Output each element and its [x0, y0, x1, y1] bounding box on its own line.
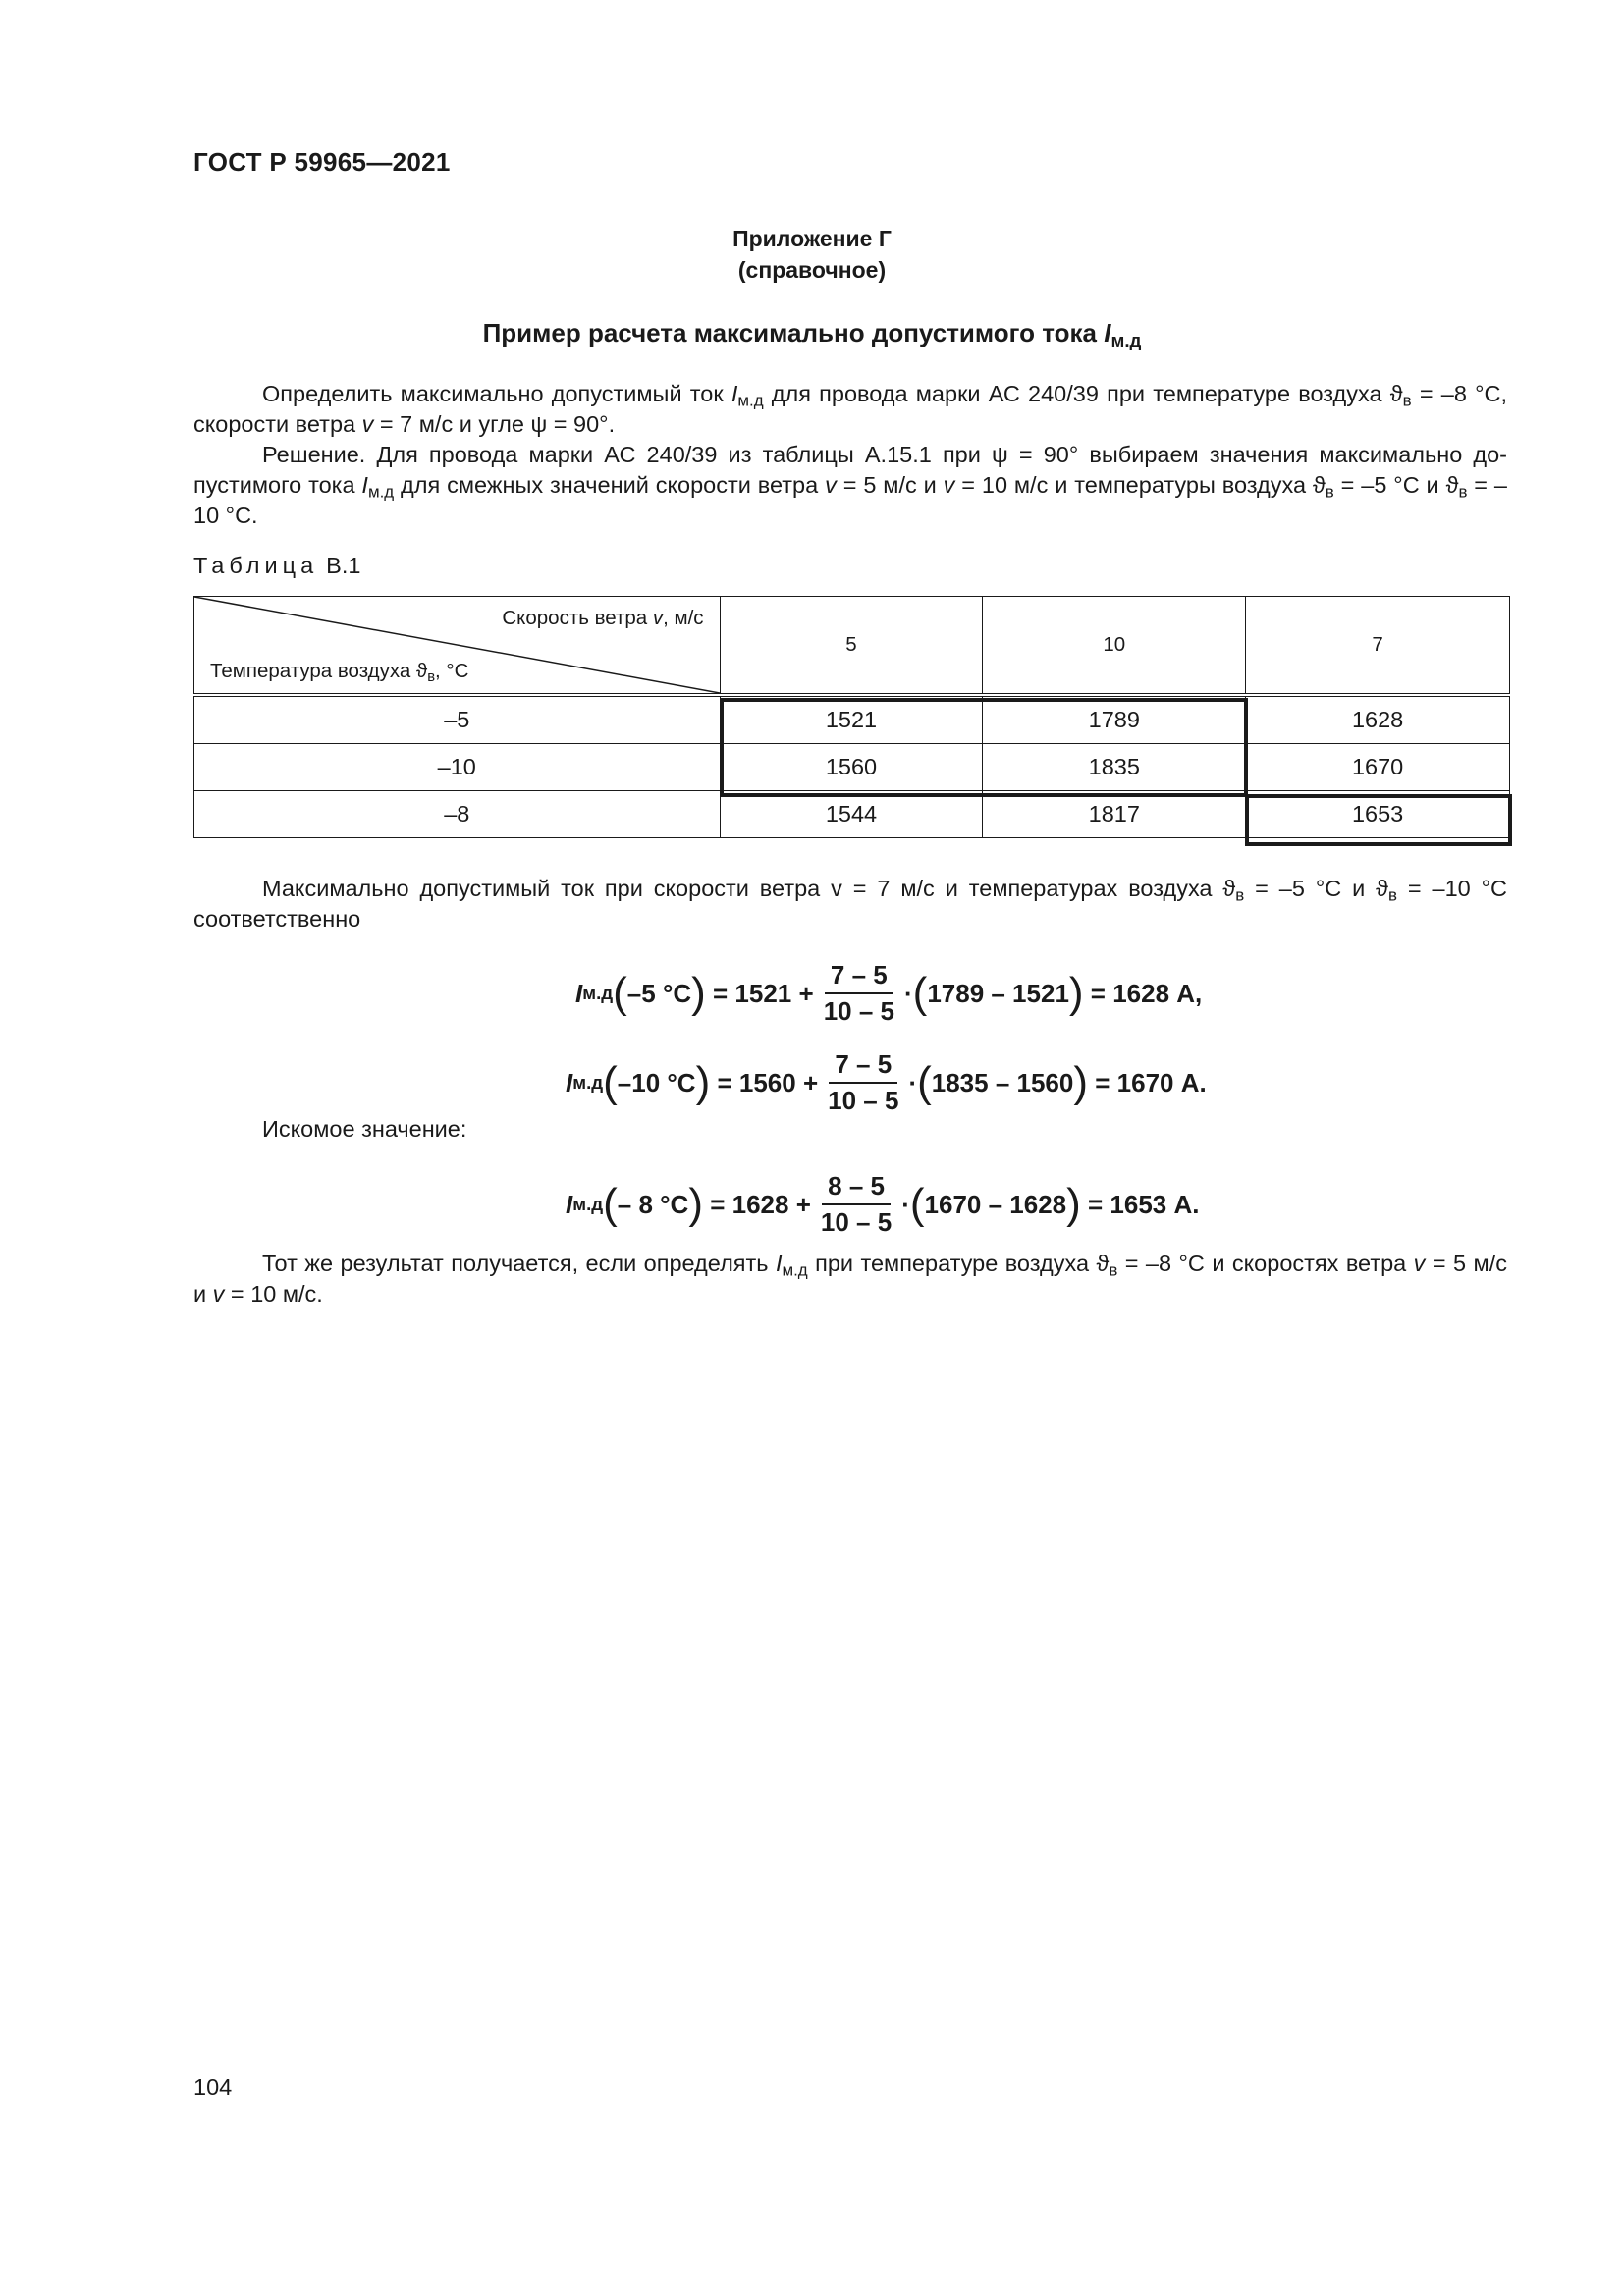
- table-cell: 1835: [983, 744, 1246, 791]
- table-cell: 1560: [720, 744, 983, 791]
- table-cell: 1653: [1246, 791, 1510, 838]
- table-header-row: [194, 597, 1510, 696]
- table-row: [194, 695, 1510, 744]
- formula-3: I м.д ( – 8 °С ) = 1628 + $\frac{8 - 5}{10 - 5}$ · ( 1670 – 1628 ) = 1653 А.: [566, 1171, 1200, 1237]
- wind-speed-label: Скорость ветра v, м/с: [502, 607, 704, 629]
- table-cell: 1789: [983, 695, 1246, 744]
- after-table-paragraph: Максимально допустимый ток при скорости ветра v = 7 м/с и температурах воздуха $ϑ_в = -5$ °С и $ϑ_в = -10$ °С соответственно: [193, 876, 1507, 932]
- appendix-title: Пример расчета максимально допустимого тока $I_{м.д}$: [482, 318, 1142, 351]
- sought-value-label: Искомое значение:: [262, 1116, 467, 1142]
- table-cell: 1521: [720, 695, 983, 744]
- column-header: 5: [720, 597, 983, 696]
- table-cell: 1628: [1246, 695, 1510, 744]
- appendix-label: Приложение Г: [732, 226, 892, 251]
- table-row: [194, 791, 1510, 838]
- data-table: [193, 596, 1510, 838]
- intro-paragraph-1: Определить максимально допустимый ток $I_{м.д}$ для провода марки АС 240/39 при температуре воздуха $ϑ_в = -8$ °С, скорости ветра v = 7 м/с и угле ψ = 90°.: [193, 381, 1507, 437]
- intro-paragraph-2: Решение. Для провода марки АС 240/39 из таблицы А.15.1 при ψ = 90° выбираем значения максимально до-пустимого тока $I_{м.д}$ для смежных значений скорости ветра v = 5 м/с и v = 10 м/с и температуры воздуха $ϑ_в = -5$ °С и $ϑ_в = -10$ °С.: [193, 442, 1507, 528]
- formula-1: I м.д ( –5 °С ) = 1521 + $\frac{7 - 5}{10 - 5}$ · ( 1789 – 1521 ) = 1628 А,: [575, 960, 1203, 1026]
- air-temperature-label: Температура воздуха $ϑ_в$, °С: [210, 660, 469, 686]
- row-temperature: –10: [194, 744, 721, 791]
- row-temperature: –8: [194, 791, 721, 838]
- appendix-type: (справочное): [737, 257, 887, 283]
- page-number: 104: [193, 2074, 233, 2100]
- table-caption: Таблица В.1: [193, 553, 361, 578]
- formula-2: I м.д ( –10 °С ) = 1560 + $\frac{7 - 5}{10 - 5}$ · ( 1835 – 1560 ) = 1670 А.: [566, 1049, 1207, 1115]
- table-row: [194, 744, 1510, 791]
- column-header: 10: [983, 597, 1246, 696]
- table-cell: 1817: [983, 791, 1246, 838]
- table-cell: 1670: [1246, 744, 1510, 791]
- conclusion-paragraph: Тот же результат получается, если определять $I_{м.д}$ при температуре воздуха $ϑ_в = -8$ °С и скоростях ветра v = 5 м/с и v = 10 м/с.: [193, 1251, 1507, 1307]
- table-corner-cell: [194, 597, 721, 696]
- table-cell: 1544: [720, 791, 983, 838]
- row-temperature: –5: [194, 695, 721, 744]
- document-code: ГОСТ Р 59965—2021: [193, 147, 451, 177]
- column-header: 7: [1246, 597, 1510, 696]
